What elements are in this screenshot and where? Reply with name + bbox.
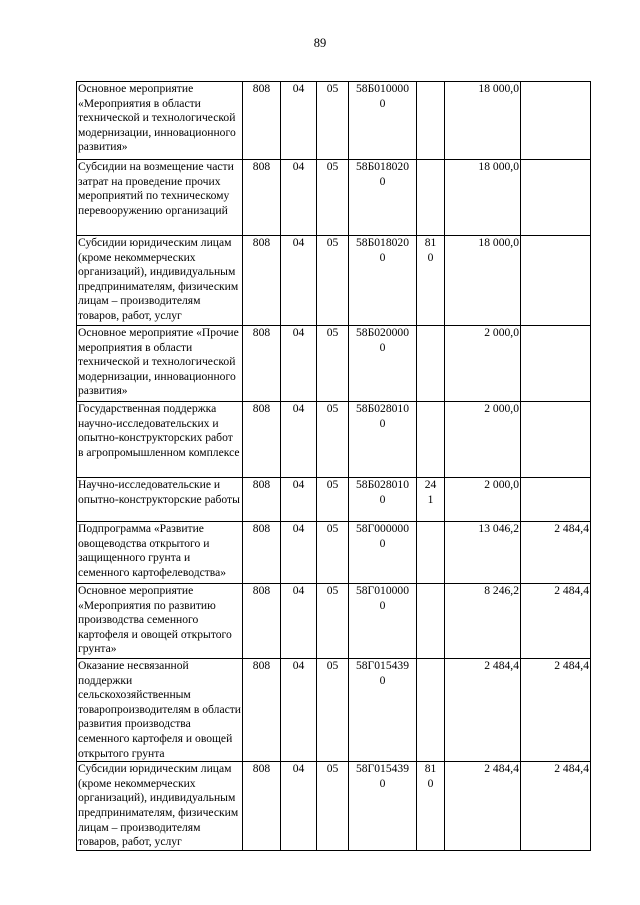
cell-name: Государственная поддержка научно-исследовательских и опытно-конструкторских работ в агропромышленном комплексе [77,402,243,478]
cell-subsection: 05 [317,236,349,326]
table-row [77,82,591,160]
cell-subsection: 05 [317,659,349,762]
page-number: 89 [313,36,327,50]
cell-amount-2: 2 484,4 [521,522,591,584]
cell-name: Субсидии юридическим лицам (кроме некоммерческих организаций), индивидуальным предпринимателям, физическим лицам – производителям товаров, работ, услуг [77,762,243,851]
cell-amount-2 [521,326,591,402]
cell-amount-1: 2 484,4 [445,762,521,851]
cell-ministry: 808 [243,762,281,851]
cell-amount-1: 2 000,0 [445,326,521,402]
cell-amount-1: 2 000,0 [445,402,521,478]
cell-amount-1: 18 000,0 [445,160,521,236]
cell-name: Подпрограмма «Развитие овощеводства открытого и защищенного грунта и семенного картофелеводства» [77,522,243,584]
table-row [77,478,591,522]
cell-ministry: 808 [243,326,281,402]
cell-name: Научно-исследовательские и опытно-конструкторские работы [77,478,243,522]
budget-table [76,81,591,851]
cell-target-code: 58Г000000 0 [349,522,417,584]
cell-target-code: 58Б028010 0 [349,402,417,478]
cell-target-code: 58Б018020 0 [349,160,417,236]
table-row [77,160,591,236]
cell-section: 04 [281,478,317,522]
cell-ministry: 808 [243,659,281,762]
cell-ministry: 808 [243,402,281,478]
table-body [77,82,591,851]
cell-name: Основное мероприятие «Мероприятия по развитию производства семенного картофеля и овощей открытого грунта» [77,584,243,659]
cell-section: 04 [281,402,317,478]
cell-expense-type [417,522,445,584]
cell-target-code: 58Г015439 0 [349,762,417,851]
cell-expense-type: 81 0 [417,236,445,326]
cell-section: 04 [281,236,317,326]
table-row [77,326,591,402]
cell-amount-2 [521,160,591,236]
cell-amount-2: 2 484,4 [521,659,591,762]
cell-section: 04 [281,326,317,402]
cell-subsection: 05 [317,326,349,402]
cell-name: Оказание несвязанной поддержки сельскохозяйственным товаропроизводителям в области развития производства семенного картофеля и овощей открытого грунта [77,659,243,762]
cell-target-code: 58Б028010 0 [349,478,417,522]
cell-target-code: 58Б018020 0 [349,236,417,326]
cell-section: 04 [281,584,317,659]
cell-name: Основное мероприятие «Мероприятия в области технической и технологической модернизации, инновационного развития» [77,82,243,160]
cell-ministry: 808 [243,160,281,236]
cell-section: 04 [281,160,317,236]
cell-name: Основное мероприятие «Прочие мероприятия в области технической и технологической модернизации, инновационного развития» [77,326,243,402]
cell-expense-type [417,584,445,659]
cell-name: Субсидии юридическим лицам (кроме некоммерческих организаций), индивидуальным предпринимателям, физическим лицам – производителям товаров, работ, услуг [77,236,243,326]
cell-expense-type [417,402,445,478]
cell-subsection: 05 [317,402,349,478]
cell-ministry: 808 [243,82,281,160]
cell-target-code: 58Г015439 0 [349,659,417,762]
table-row [77,584,591,659]
cell-target-code: 58Г010000 0 [349,584,417,659]
cell-subsection: 05 [317,522,349,584]
cell-amount-1: 2 000,0 [445,478,521,522]
cell-amount-1: 18 000,0 [445,82,521,160]
cell-amount-1: 18 000,0 [445,236,521,326]
cell-amount-1: 2 484,4 [445,659,521,762]
table-row [77,522,591,584]
cell-amount-2: 2 484,4 [521,584,591,659]
cell-amount-2 [521,478,591,522]
cell-target-code: 58Б020000 0 [349,326,417,402]
cell-expense-type [417,160,445,236]
cell-expense-type [417,326,445,402]
table-row [77,762,591,851]
cell-expense-type: 24 1 [417,478,445,522]
cell-section: 04 [281,82,317,160]
cell-ministry: 808 [243,584,281,659]
table-row [77,236,591,326]
cell-section: 04 [281,522,317,584]
cell-section: 04 [281,659,317,762]
cell-amount-1: 13 046,2 [445,522,521,584]
table-row [77,659,591,762]
cell-expense-type: 81 0 [417,762,445,851]
cell-amount-2 [521,402,591,478]
cell-amount-2 [521,82,591,160]
cell-name: Субсидии на возмещение части затрат на проведение прочих мероприятий по техническому перевооружению организаций [77,160,243,236]
cell-ministry: 808 [243,522,281,584]
cell-ministry: 808 [243,236,281,326]
cell-expense-type [417,659,445,762]
cell-amount-2 [521,236,591,326]
cell-amount-1: 8 246,2 [445,584,521,659]
cell-amount-2: 2 484,4 [521,762,591,851]
cell-subsection: 05 [317,478,349,522]
table-row [77,402,591,478]
cell-section: 04 [281,762,317,851]
cell-subsection: 05 [317,762,349,851]
cell-subsection: 05 [317,82,349,160]
cell-expense-type [417,82,445,160]
cell-target-code: 58Б010000 0 [349,82,417,160]
cell-subsection: 05 [317,160,349,236]
cell-subsection: 05 [317,584,349,659]
cell-ministry: 808 [243,478,281,522]
